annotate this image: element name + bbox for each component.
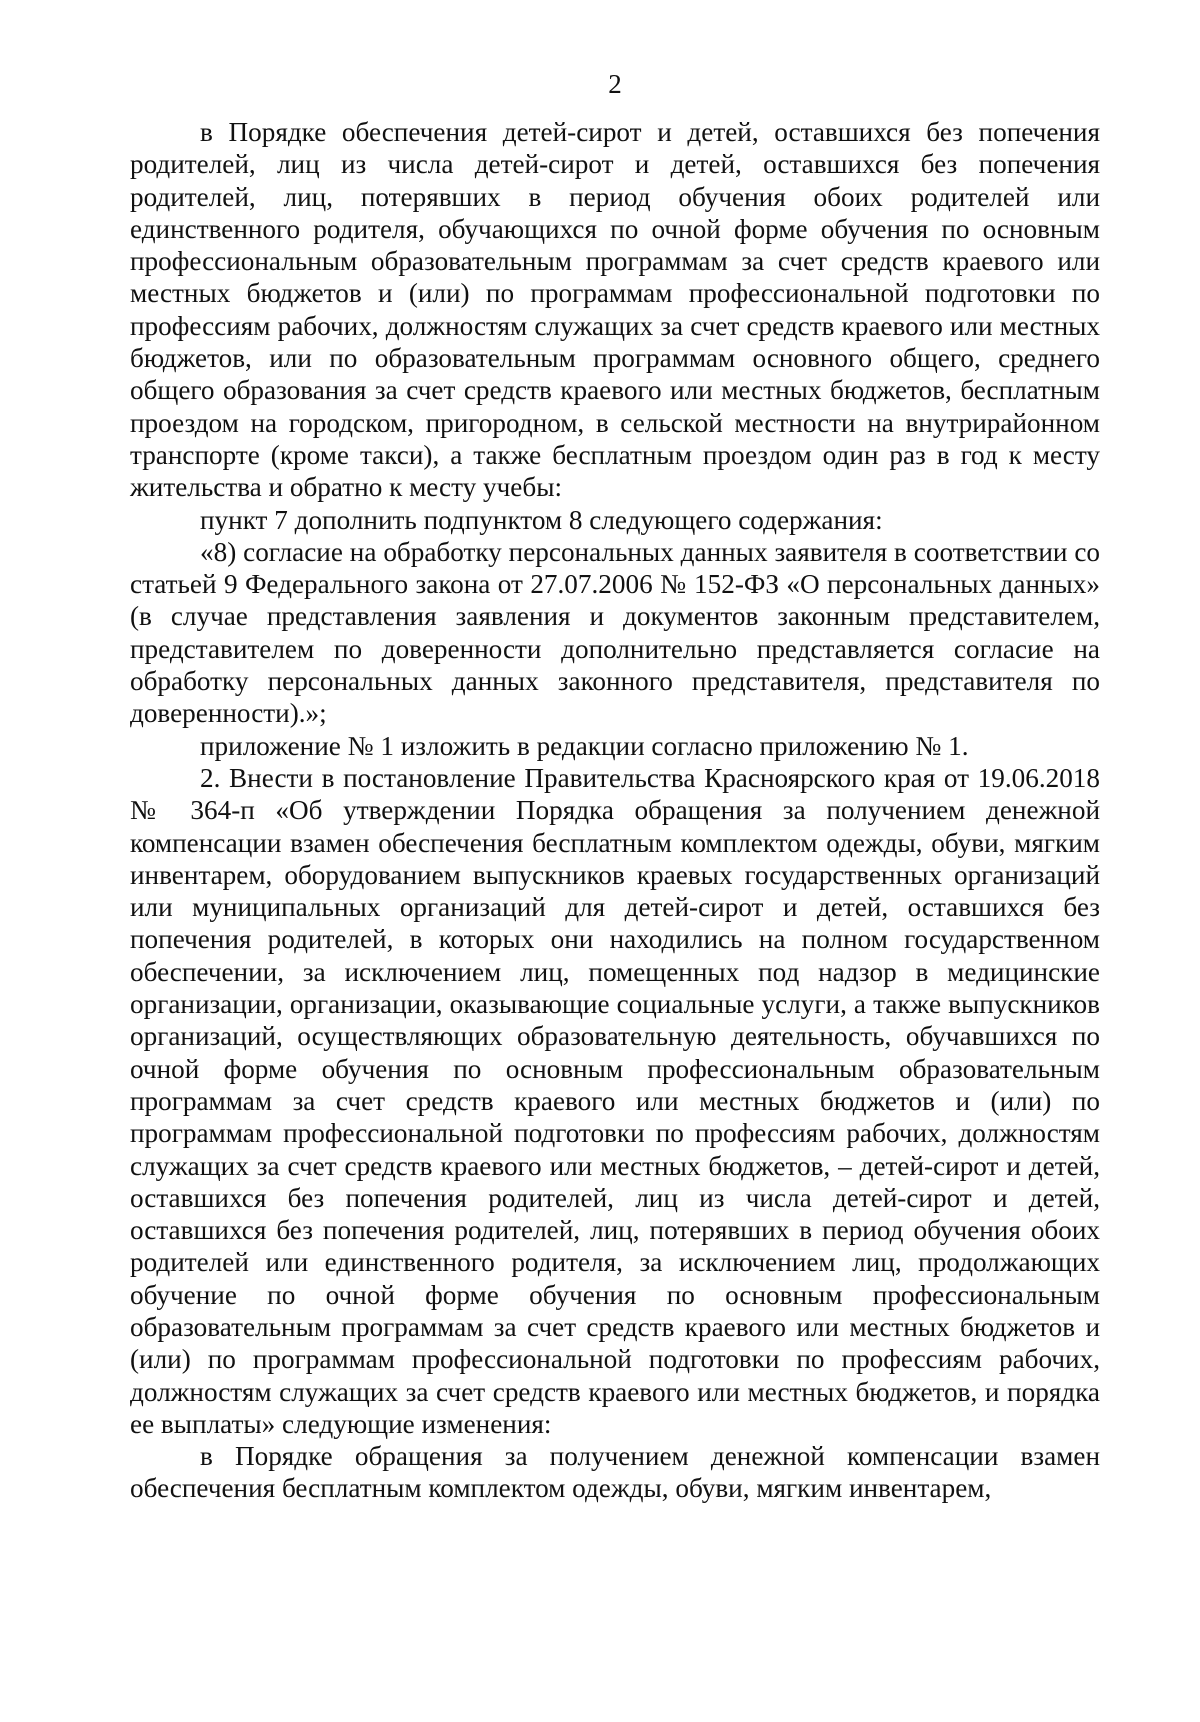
document-body: [130, 116, 1100, 1505]
paragraph-point-7: пункт 7 дополнить подпунктом 8 следующего содержания:: [200, 504, 883, 535]
paragraph-item-2: 2. Внести в постановление Правительства Красноярского края от 19.06.2018 № 364-п «Об утверждении Порядка обращения за получением денежной компенсации взамен обеспечения бесплатным комплектом одежды, обуви, мягким инвентарем, оборудованием выпускников краевых государственных организаций или муниципальных организаций для детей-сирот и детей, оставшихся без попечения родителей, в которых они находились на полном государственном обеспечении, за исключением лиц, помещенных под надзор в медицинские организации, организации, оказывающие социальные услуги, а также выпускников организаций, осуществляющих образовательную деятельность, обучавшихся по очной форме обучения по основным профессиональным образовательным программам за счет средств краевого или местных бюджетов и (или) по программам профессиональной подготовки по профессиям рабочих, должностям служащих за счет средств краевого или местных бюджетов, – детей-сирот и детей, оставшихся без попечения родителей, лиц из числа детей-сирот и детей, оставшихся без попечения родителей, лиц, потерявших в период обучения обоих родителей или единственного родителя, за исключением лиц, продолжающих обучение по очной форме обучения по основным профессиональным образовательным программам за счет средств краевого или местных бюджетов и (или) по программам профессиональной подготовки по профессиям рабочих, должностям служащих за счет средств краевого или местных бюджетов, и порядка ее выплаты» следующие изменения:: [130, 762, 1100, 1439]
paragraph-procedure-compensation: в Порядке обращения за получением денежной компенсации взамен обеспечения бесплатным комплектом одежды, обуви, мягким инвентарем,: [130, 1441, 1100, 1504]
paragraph-appendix-1: приложение № 1 изложить в редакции согласно приложению № 1.: [200, 730, 969, 761]
document-page: [130, 0, 1100, 1722]
paragraph-procedure-intro: в Порядке обеспечения детей-сирот и детей, оставшихся без попечения родителей, лиц из числа детей-сирот и детей, оставшихся без попечения родителей, лиц, потерявших в период обучения обоих родителей или единственного родителя, обучающихся по очной форме обучения по основным профессиональным образовательным программам за счет средств краевого или местных бюджетов и (или) по программам профессиональной подготовки по профессиям рабочих, должностям служащих за счет средств краевого или местных бюджетов, или по образовательным программам основного общего, среднего общего образования за счет средств краевого или местных бюджетов, бесплатным проездом на городском, пригородном, в сельской местности на внутрирайонном транспорте (кроме такси), а также бесплатным проездом один раз в год к месту жительства и обратно к месту учебы:: [130, 117, 1100, 503]
paragraph-subpoint-8: «8) согласие на обработку персональных данных заявителя в соответствии со статьей 9 Федерального закона от 27.07.2006 № 152-ФЗ «О персональных данных» (в случае представления заявления и документов законным представителем, представителем по доверенности дополнительно представляется согласие на обработку персональных данных законного представителя, представителя по доверенности).»;: [130, 536, 1100, 729]
page-number: 2: [608, 69, 622, 99]
